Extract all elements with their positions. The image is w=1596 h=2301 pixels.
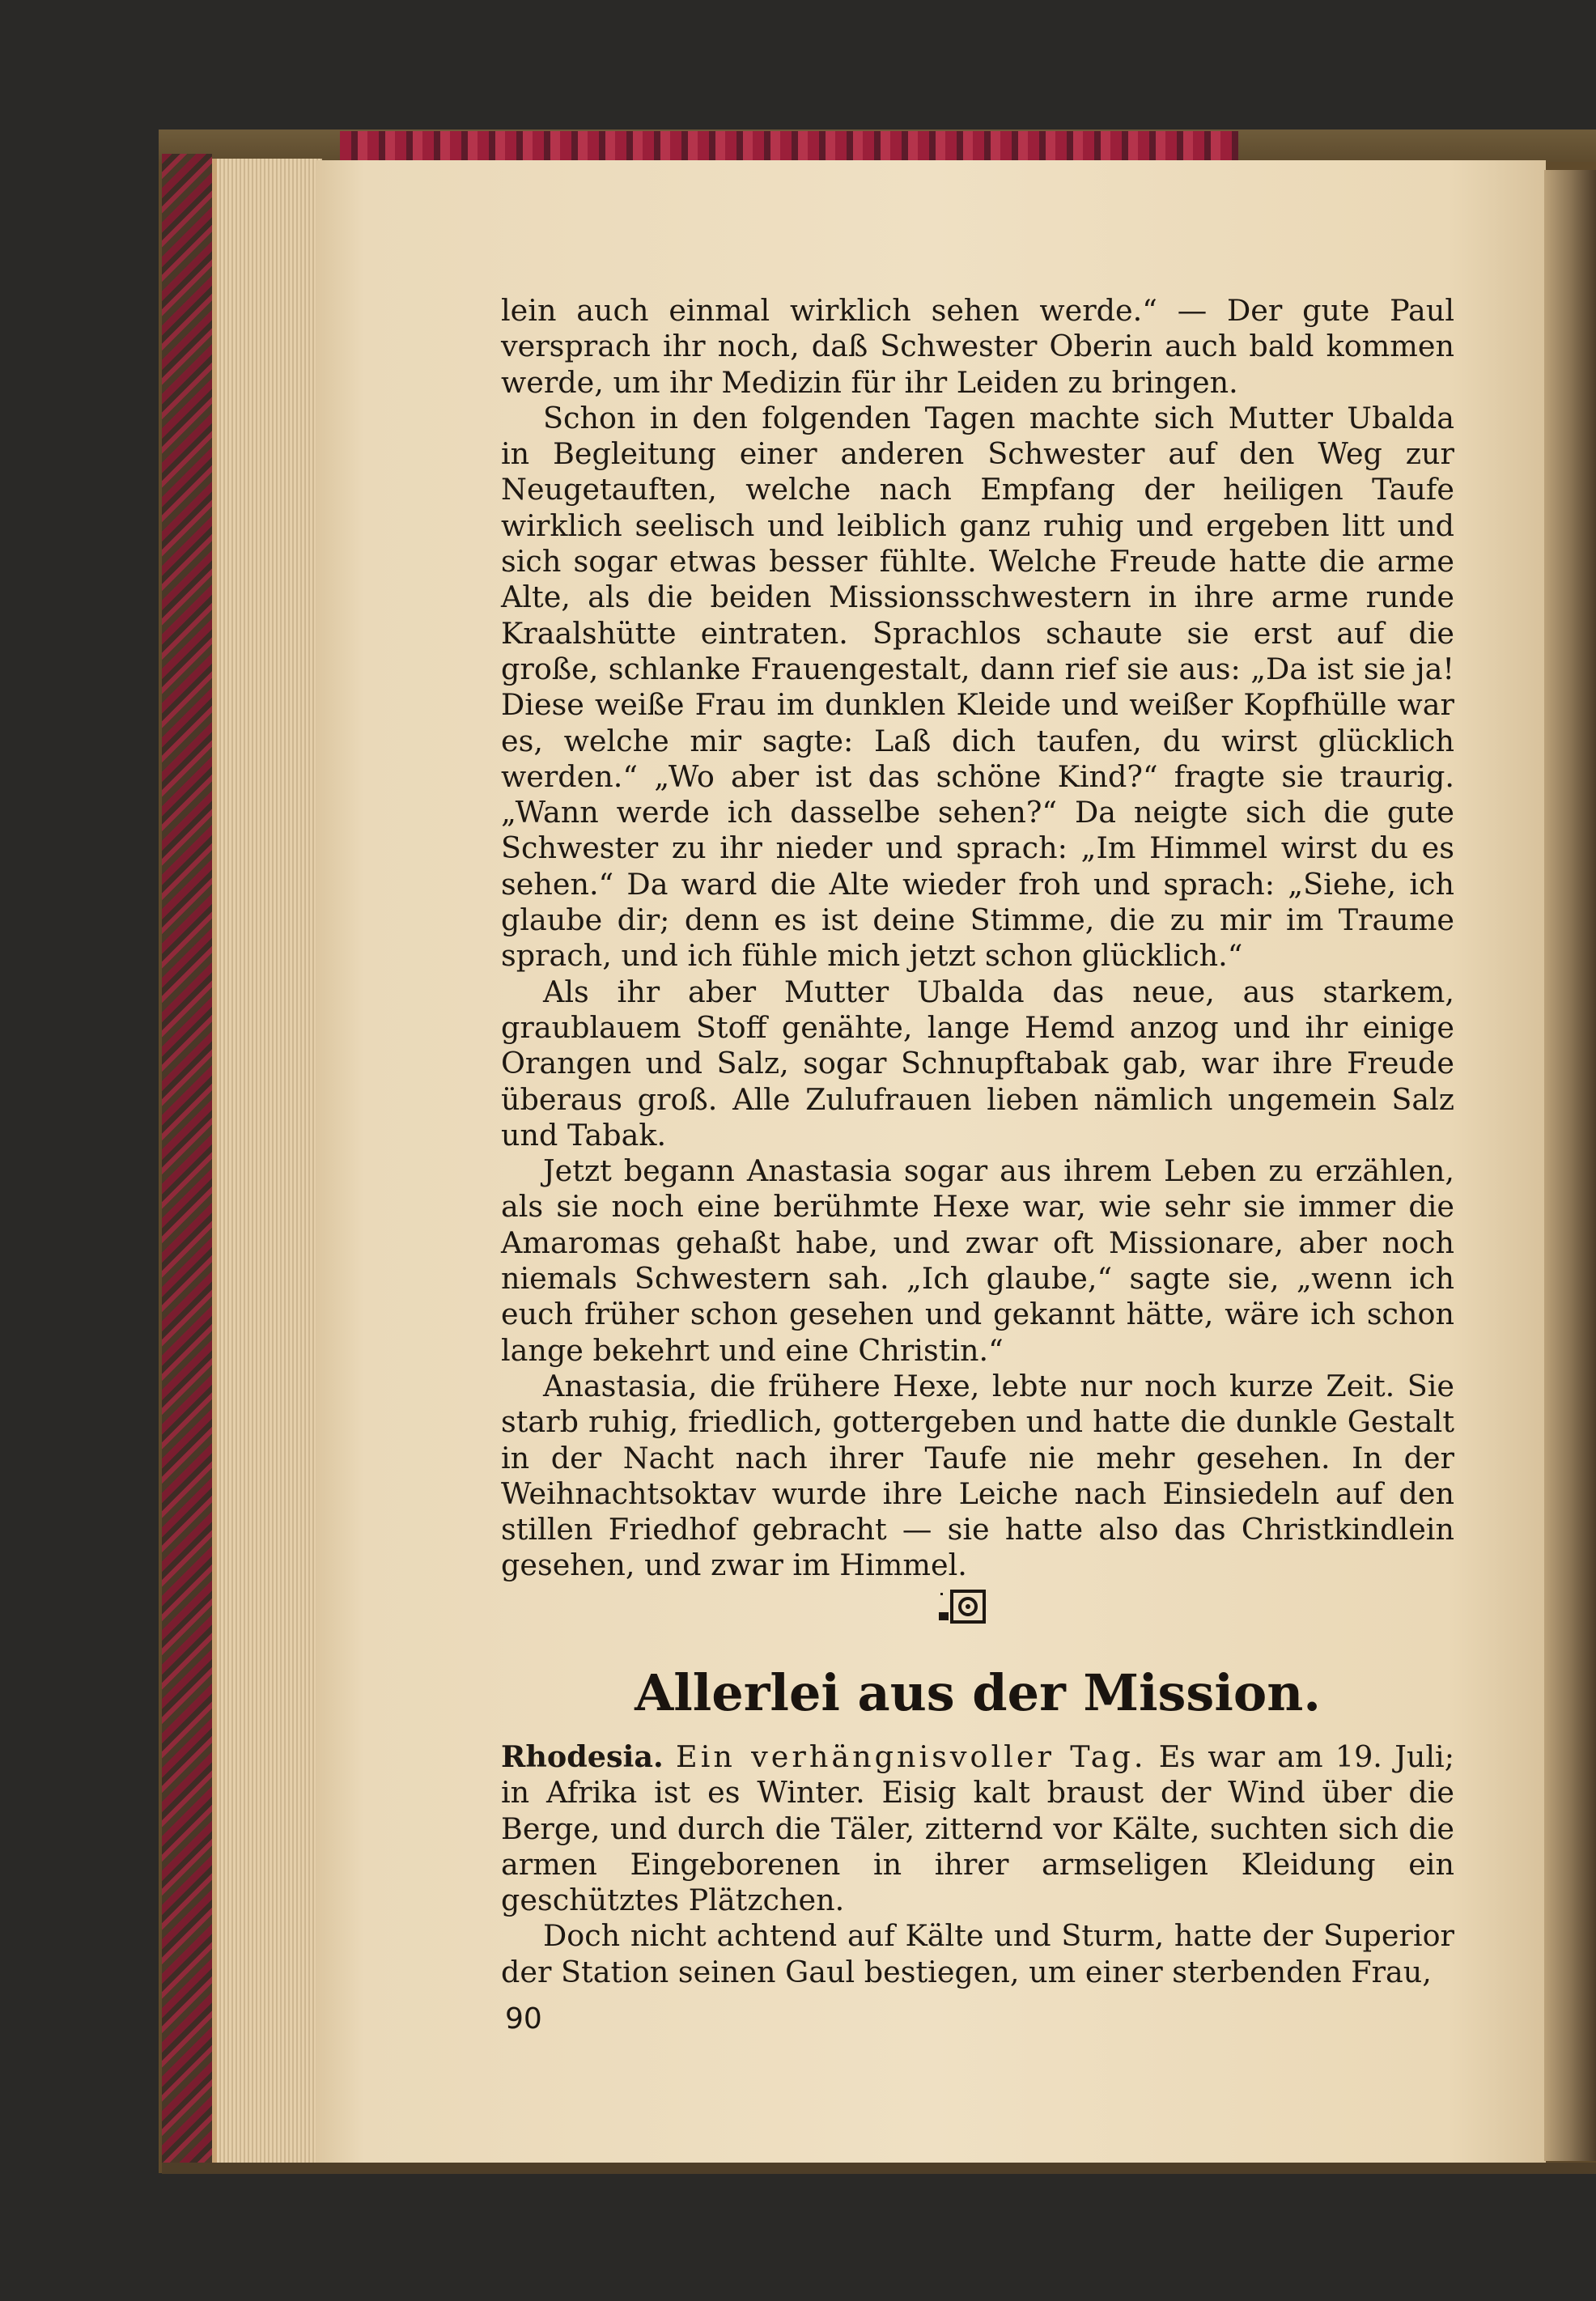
report-paragraph [501,1739,1454,1918]
page-stack-edge [212,159,322,2164]
section-heading: Allerlei aus der Mission. [635,1663,1321,1722]
facing-page-edge [1544,170,1596,2161]
marbled-side-edge [162,154,212,2169]
book-bottom-edge [162,2163,1596,2174]
paragraph: Schon in den folgenden Tagen machte sich Mutter Ubalda in Begleitung einer anderen Schwester auf den Weg zur Neugetauften, welche nach Empfang der heiligen Taufe wirklich seelisch und leiblich ganz ruhig und ergeben litt und sich sogar etwas besser fühlte. Welche Freude hatte die arme Alte, als die beiden Missionsschwestern in ihre arme runde Kraalshütte eintraten. Sprachlos schaute sie erst auf die große, schlanke Frauengestalt, dann rief sie aus: „Da ist sie ja! Diese weiße Frau im dunklen Kleide und weißer Kopfhülle war es, welche mir sagte: Laß dich taufen, du wirst glücklich werden.“ „Wo aber ist das schöne Kind?“ fragte sie traurig. „Wann werde ich dasselbe sehen?“ Da neigte sich die gute Schwester zu ihr nieder und sprach: „Im Himmel wirst du es sehen.“ Da ward die Alte wieder froh und sprach: „Siehe, ich glaube dir; denn es ist deine Stimme, die zu mir im Traume sprach, und ich fühle mich jetzt schon glücklich.“ [501,400,1454,974]
page-number: 90 [505,2002,542,2036]
place-name: Rhodesia. [501,1739,664,1774]
report-text: Es war am 19. Juli; in Afrika ist es Winter. Eisig kalt braust der Wind über die Berge, und durch die Täler, zitternd vor Kälte, suchten sich die armen Eingeborenen in ihrer armseligen Kleidung ein geschütztes Plätzchen. [501,1739,1454,1918]
mission-report [501,1739,1454,1990]
paragraph: Jetzt begann Anastasia sogar aus ihrem Leben zu erzählen, als sie noch eine berühmte Hexe war, wie sehr sie immer die Amaromas gehaßt habe, und zwar oft Missionare, aber noch niemals Schwestern sah. „Ich glaube,“ sagte sie, „wenn ich euch früher schon gesehen und gekannt hätte, wäre ich schon lange bekehrt und eine Christin.“ [501,1153,1454,1368]
ornament-icon [937,1588,991,1625]
report-paragraph: Doch nicht achtend auf Kälte und Sturm, hatte der Superior der Station seinen Gaul bestiegen, um einer sterbenden Frau, [501,1918,1454,1989]
paragraph: lein auch einmal wirklich sehen werde.“ — Der gute Paul versprach ihr noch, daß Schwester Oberin auch bald kommen werde, um ihr Medizin für ihr Leiden zu bringen. [501,293,1454,400]
paragraph: Als ihr aber Mutter Ubalda das neue, aus starkem, graublauem Stoff genähte, lange Hemd anzog und ihr einige Orangen und Salz, sogar Schnupftabak gab, war ihre Freude überaus groß. Alle Zulufrauen lieben nämlich ungemein Salz und Tabak. [501,974,1454,1153]
paragraph: Anastasia, die frühere Hexe, lebte nur noch kurze Zeit. Sie starb ruhig, friedlich, gottergeben und hatte die dunkle Gestalt in der Nacht nach ihrer Taufe nie mehr gesehen. In der Weihnachtsoktav wurde ihre Leiche nach Einsiedeln auf den stillen Friedhof gebracht — sie hatte also das Christkindlein gesehen, und zwar im Himmel. [501,1368,1454,1583]
report-subtitle: Ein verhängnisvoller Tag. [676,1739,1147,1774]
body-text [501,293,1454,1584]
marbled-top-edge [340,131,1238,160]
